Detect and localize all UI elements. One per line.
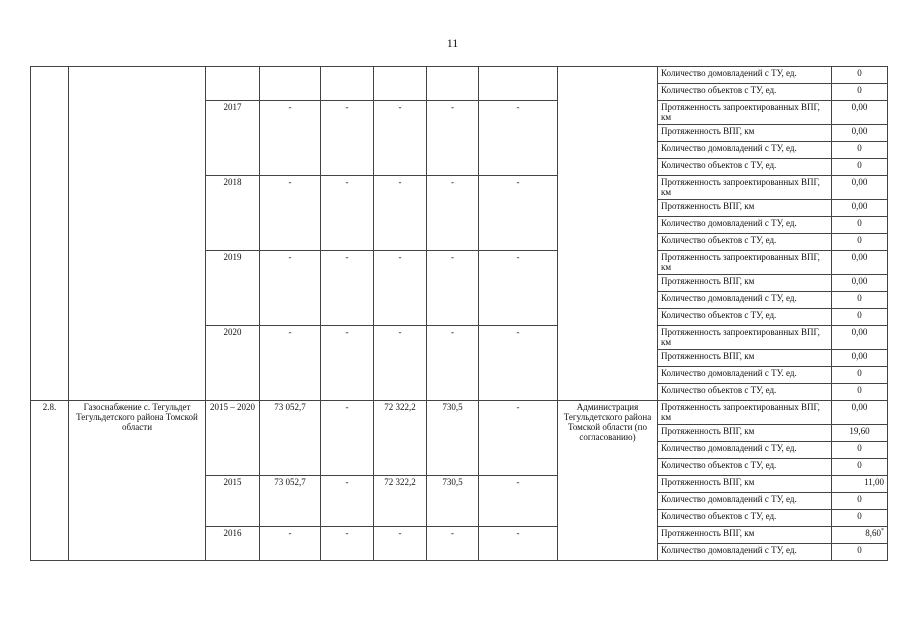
value-cell: 0,00 [832,101,888,125]
value-cell: 0 [832,544,888,561]
year-cell: 2016 [206,527,260,561]
year-cell: 2018 [206,176,260,251]
year-cell: 2017 [206,101,260,176]
value-cell: 0 [832,510,888,527]
dash-cell: - [427,527,479,561]
indicator-cell: Протяженность ВПГ, км [658,527,832,544]
value-cell: 0 [832,442,888,459]
value-cell: 0 [832,234,888,251]
dash-cell: - [321,527,374,561]
value-cell: 11,00 [832,476,888,493]
indicator-cell: Протяженность запроектированных ВПГ, км [658,176,832,200]
indicator-cell: Протяженность запроектированных ВПГ, км [658,101,832,125]
executor-cell: Администрация Тегульдетского района Томской области (по согласованию) [558,401,658,561]
value-cell: 0,00 [832,176,888,200]
value-cell: 0,00 [832,350,888,367]
value-cell: 0 [832,142,888,159]
dash-cell: - [479,326,558,401]
dash-cell: - [260,176,321,251]
indicator-cell: Протяженность ВПГ, км [658,200,832,217]
federal-cell: - [321,476,374,527]
value-cell [832,527,888,544]
value-cell: 0 [832,217,888,234]
indicator-cell: Протяженность запроектированных ВПГ, км [658,401,832,425]
indicator-cell: Количество домовладений с ТУ, ед. [658,292,832,309]
cont-number-cell [31,67,69,401]
program-table [30,66,888,561]
dash-cell: - [260,251,321,326]
value-cell: 0 [832,292,888,309]
dash-cell: - [260,527,321,561]
local-cell: 730,5 [427,401,479,476]
dash-cell: - [479,176,558,251]
value-cell: 0 [832,159,888,176]
other-cell: - [479,476,558,527]
value-cell: 0 [832,384,888,401]
dash-cell: - [374,527,427,561]
value-cell: 0,00 [832,401,888,425]
value-cell: 0,00 [832,200,888,217]
indicator-cell: Количество домовладений с ТУ, ед. [658,142,832,159]
other-cell: - [479,401,558,476]
year-cell: 2020 [206,326,260,401]
indicator-cell: Протяженность ВПГ, км [658,425,832,442]
indicator-cell: Протяженность запроектированных ВПГ, км [658,326,832,350]
item-number: 2.8. [31,401,69,561]
cont-name-cell [69,67,206,401]
dash-cell: - [427,326,479,401]
year-cell: 2015 – 2020 [206,401,260,476]
dash-cell: - [479,527,558,561]
dash-cell: - [374,101,427,176]
indicator-cell: Количество домовладений с ТУ. ед. [658,367,832,384]
indicator-cell: Количество объектов с ТУ, ед. [658,309,832,326]
value-cell: 19,60 [832,425,888,442]
dash-cell: - [260,326,321,401]
indicator-cell: Количество объектов с ТУ, ед. [658,510,832,527]
year-cell: 2019 [206,251,260,326]
dash-cell: - [260,101,321,176]
value-cell: 0,00 [832,251,888,275]
indicator-cell: Количество домовладений с ТУ, ед. [658,544,832,561]
dash-cell: - [374,176,427,251]
value-cell: 0 [832,459,888,476]
indicator-cell: Количество домовладений с ТУ, ед. [658,442,832,459]
value-cell: 0 [832,84,888,101]
dash-cell: - [321,326,374,401]
dash-cell: - [321,251,374,326]
dash-cell: - [427,101,479,176]
dash-cell: - [427,176,479,251]
item-name: Газоснабжение с. Тегульдет Тегульдетского района Томской области [69,401,206,561]
value-number: 8,60 [865,528,881,538]
table-row [31,67,888,84]
local-cell: 730,5 [427,476,479,527]
total-cell: 73 052,7 [260,401,321,476]
indicator-cell: Количество объектов с ТУ, ед. [658,234,832,251]
indicator-cell: Протяженность ВПГ, км [658,275,832,292]
dash-cell: - [427,251,479,326]
indicator-cell: Протяженность ВПГ, км [658,350,832,367]
dash-cell: - [321,176,374,251]
year-cell: 2015 [206,476,260,527]
value-cell: 0 [832,367,888,384]
federal-cell: - [321,401,374,476]
dash-cell: - [374,251,427,326]
indicator-cell: Протяженность ВПГ, км [658,125,832,142]
value-cell: 0 [832,309,888,326]
indicator-cell: Количество объектов с ТУ, ед. [658,84,832,101]
total-cell: 73 052,7 [260,476,321,527]
regional-cell: 72 322,2 [374,476,427,527]
indicator-cell: Количество домовладений с ТУ, ед. [658,493,832,510]
indicator-cell: Количество объектов с ТУ, ед. [658,459,832,476]
page-number: 11 [446,36,459,50]
indicator-cell: Количество домовладений с ТУ, ед. [658,67,832,84]
cont-executor-cell [558,67,658,401]
indicator-cell: Количество домовладений с ТУ, ед. [658,217,832,234]
footnote-mark: * [881,528,884,534]
dash-cell: - [321,101,374,176]
value-cell: 0,00 [832,326,888,350]
dash-cell: - [374,326,427,401]
dash-cell: - [479,101,558,176]
indicator-cell: Количество объектов с ТУ, ед. [658,384,832,401]
value-cell: 0 [832,67,888,84]
indicator-cell: Количество объектов с ТУ, ед. [658,159,832,176]
table-row [31,401,888,425]
indicator-cell: Протяженность запроектированных ВПГ, км [658,251,832,275]
regional-cell: 72 322,2 [374,401,427,476]
indicator-cell: Протяженность ВПГ, км [658,476,832,493]
value-cell: 0,00 [832,125,888,142]
dash-cell: - [479,251,558,326]
value-cell: 0,00 [832,275,888,292]
value-cell: 0 [832,493,888,510]
